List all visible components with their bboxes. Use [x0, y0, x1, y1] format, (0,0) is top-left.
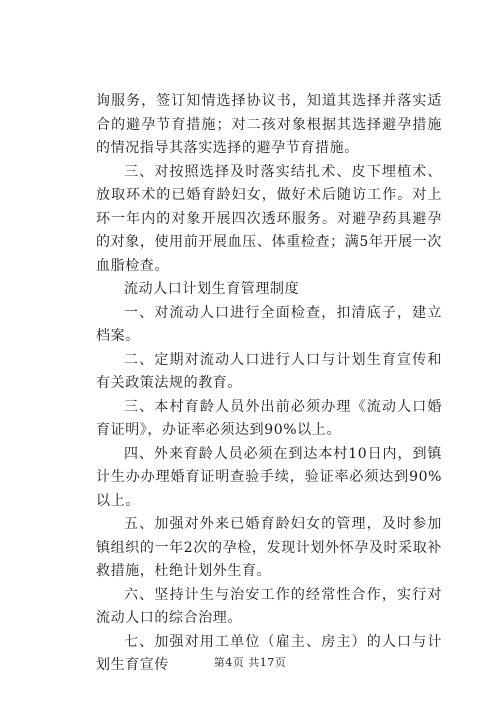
paragraph-6: 三、本村育龄人员外出前必须办理《流动人口婚育证明》，办证率必须达到90%以上。	[96, 398, 442, 438]
paragraph-10: 七、加强对用工单位（雇主、房主）的人口与计划生育宣传	[96, 633, 442, 673]
paragraph-7: 四、外来育龄人员必须在到达本村10日内，到镇计生办办理婚育证明查验手续，验证率必须达到90%以上。	[96, 445, 442, 509]
paragraph-2: 三、对按照选择及时落实结扎术、皮下埋植术、放取环术的已婚育龄妇女，做好术后随访工作。对上环一年内的对象开展四次透环服务。对避孕药具避孕的对象，使用前开展血压、体重检查；满5年开展一次血脂检查。	[96, 163, 442, 274]
paragraph-1: 询服务，签订知情选择协议书，知道其选择并落实适合的避孕节育措施；对二孩对象根据其选择避孕措施的情况指导其落实选择的避孕节育措施。	[96, 93, 442, 156]
document-body	[96, 90, 442, 678]
paragraph-5: 二、定期对流动人口进行人口与计划生育宣传和有关政策法规的教育。	[96, 351, 442, 391]
paragraph-8: 五、加强对外来已婚育龄妇女的管理，及时参加镇组织的一年2次的孕检，发现计划外怀孕及时采取补救措施，杜绝计划外生育。	[96, 516, 442, 579]
paragraph-4: 一、对流动人口进行全面检查，扣清底子，建立档案。	[96, 304, 442, 344]
section-heading: 流动人口计划生育管理制度	[124, 281, 300, 297]
paragraph-9: 六、坚持计生与治安工作的经常性合作，实行对流动人口的综合治理。	[96, 586, 442, 626]
page-number-footer: 第4页 共17页	[213, 656, 287, 669]
